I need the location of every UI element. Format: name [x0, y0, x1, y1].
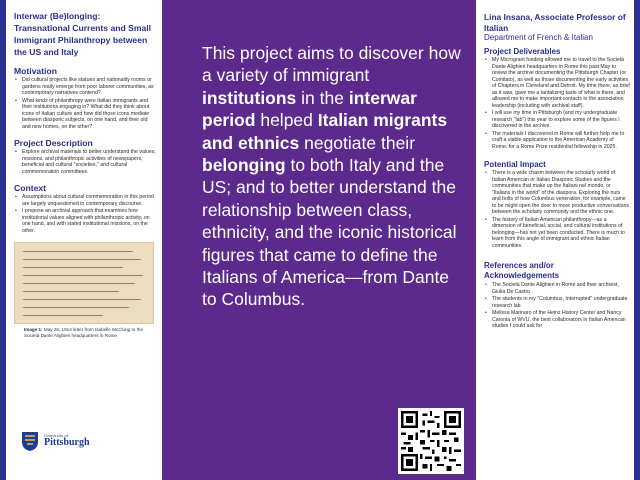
center-panel	[162, 0, 476, 480]
list-item: • Melissa Marinaro of the Heinz History Center and Nancy Caronia of WVU, the best collaborators in Italian American studies I could ask for	[484, 310, 630, 330]
caption-text: May 28, 1914 letter from Isabelle McClung to the Società Dante Alighieri headquarters in Rome	[24, 327, 143, 338]
project-description-heading: Project Description	[14, 138, 93, 148]
logo-small-text: University of	[44, 433, 69, 438]
left-column	[6, 0, 162, 480]
right-column	[476, 0, 634, 480]
list-item: • There is a wide chasm between the scholarly world of Italian American or Italian Diasporic Studies and the communities that make up the Italiani nel mondo, or "Italians in the world" of the diaspora. Exploring the nuts and bolts of how Columbus veneration, for example, came to be might open the door to more productive conversations between the scholarly community and the ethnic one.	[484, 170, 630, 216]
letter-image	[14, 242, 154, 324]
department: Department of French & Italian	[484, 33, 593, 42]
qr-code-icon	[401, 411, 461, 471]
statement-emphasis: interwar period	[202, 87, 417, 131]
statement-emphasis: belonging	[202, 155, 286, 176]
list-item: • What kinds of philanthropy were Italian immigrants and their institutions engaging in? What did they think about icons of Italian culture and how did those icons mediate between diasporic subjects, on one hand, and their old and new homes, on the other?	[14, 98, 156, 131]
deliverables-list	[484, 57, 630, 150]
references-list	[484, 282, 630, 330]
statement-text: This project aims to discover how a variety of immigrant	[202, 43, 461, 86]
deliverables-heading: Project Deliverables	[484, 47, 561, 56]
qr-code[interactable]	[398, 408, 464, 474]
statement-text: negotiate their	[299, 132, 416, 153]
list-item: • The students in my "Columbus, Interrupted" undergraduate research lab	[484, 296, 630, 309]
right-border	[634, 0, 640, 480]
list-item: • The Società Dante Alighieri in Rome and their archivist, Giulia De Castro	[484, 282, 630, 295]
motivation-list	[14, 77, 156, 130]
list-item: • I propose an archival approach that examines how institutional values aligned with philanthropic activity, on one hand, and with stated institutional missions, on the other.	[14, 208, 156, 234]
logo-big-text: Pittsburgh	[44, 437, 90, 448]
caption-label: Image 1:	[24, 327, 43, 332]
list-item: • Explore archival materials to better understand the values, missions, and philanthropic activities of newspapers, beneficial and cultural "societies," and cultural commemoration committees.	[14, 149, 156, 175]
statement-text: helped	[255, 110, 318, 131]
context-heading: Context	[14, 183, 46, 193]
list-item: • The history of Italian American philanthropy—as a dimension of beneficial, social, and cultural institutions of belonging—has not yet been conducted. There is much to learn from this angle of immigrant and ethnic Italian communities.	[484, 217, 630, 250]
statement-text: to both Italy and the US; and to better understand the relationship between class, ethnicity, and the iconic historical figures that came to define the Italians of America—from Dante to Columbus.	[202, 155, 457, 310]
list-item: • My Microgrant funding allowed me to travel to the Società Dante Alighieri headquarters in Rome this past May to review the archive documenting the Pittsburgh Chapter (or Comitato), as well as those documenting the early activities of Chapters in Cleveland and Detroit. My time there, as brief as it was, gave me a tantalizing taste of what is there, and allowed me to make important contacts in the association leadership (including with archival staff).	[484, 57, 630, 109]
image-caption	[14, 327, 156, 338]
impact-heading: Potential Impact	[484, 160, 546, 169]
list-item: • Did cultural projects like statues and nationality rooms or gardens really emerge from poor laborer communities, as contemporary narratives contend?	[14, 77, 156, 97]
poster-title: Interwar (Be)longing: Transnational Currents and Small Immigrant Philanthropy between the US and Italy	[14, 11, 152, 57]
list-item: • Assumptions about cultural commemoration in this period are largely unquestioned in contemporary discourse.	[14, 194, 156, 207]
impact-list	[484, 170, 630, 249]
pitt-seal-icon	[20, 430, 40, 452]
author-name: Lina Insana, Associate Professor of Italian	[484, 12, 626, 33]
context-list	[14, 194, 156, 234]
project-statement	[202, 42, 464, 311]
list-item: • The materials I discovered in Rome will further help me to craft a viable application to the American Academy of Rome, for a Rome Prize residential fellowship in 2025.	[484, 131, 630, 151]
description-list	[14, 149, 156, 175]
statement-emphasis: institutions	[202, 87, 297, 108]
statement-emphasis: Italian migrants and ethnics	[202, 110, 448, 153]
statement-text: in the	[296, 87, 349, 108]
list-item: • I will use my time in Pittsburgh (and my undergraduate research "lab") this year to explore some of the figures I discovered in the archive.	[484, 110, 630, 130]
motivation-heading: Motivation	[14, 66, 57, 76]
references-heading: References and/or Acknowledgements	[484, 261, 560, 280]
pitt-logo	[20, 428, 140, 456]
